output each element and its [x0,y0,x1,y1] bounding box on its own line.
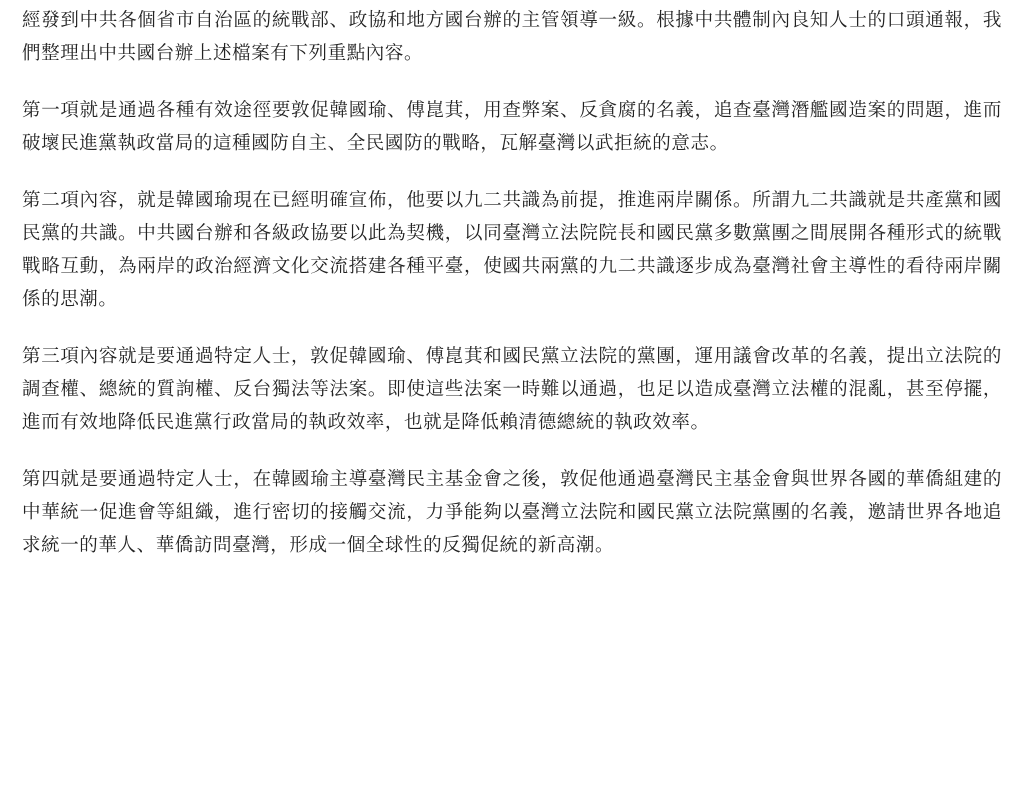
paragraph-item-3: 第三項內容就是要通過特定人士，敦促韓國瑜、傅崑萁和國民黨立法院的黨團，運用議會改革的名義，提出立法院的調查權、總統的質詢權、反台獨法等法案。即使這些法案一時難以通過，也足以造成臺灣立法權的混亂，甚至停擺，進而有效地降低民進黨行政當局的執政效率，也就是降低賴清德總統的執政效率。 [22,346,1002,433]
paragraph-item-1: 第一項就是通過各種有效途徑要敦促韓國瑜、傅崑萁，用查弊案、反貪腐的名義，追查臺灣潛艦國造案的問題，進而破壞民進黨執政當局的這種國防自主、全民國防的戰略，瓦解臺灣以武拒統的意志。 [22,100,1002,154]
article-body [22,4,1002,586]
paragraph-intro: 經發到中共各個省市自治區的統戰部、政協和地方國台辦的主管領導一級。根據中共體制內良知人士的口頭通報，我們整理出中共國台辦上述檔案有下列重點內容。 [22,10,1002,64]
paragraph-item-4: 第四就是要通過特定人士，在韓國瑜主導臺灣民主基金會之後，敦促他通過臺灣民主基金會與世界各國的華僑組建的中華統一促進會等組織，進行密切的接觸交流，力爭能夠以臺灣立法院和國民黨立法院黨團的名義，邀請世界各地追求統一的華人、華僑訪問臺灣，形成一個全球性的反獨促統的新高潮。 [22,469,1002,556]
paragraph-item-2: 第二項內容，就是韓國瑜現在已經明確宣佈，他要以九二共識為前提，推進兩岸關係。所謂九二共識就是共產黨和國民黨的共識。中共國台辦和各級政協要以此為契機，以同臺灣立法院院長和國民黨多數黨團之間展開各種形式的統戰戰略互動，為兩岸的政治經濟文化交流搭建各種平臺，使國共兩黨的九二共識逐步成為臺灣社會主導性的看待兩岸關係的思潮。 [22,190,1002,310]
